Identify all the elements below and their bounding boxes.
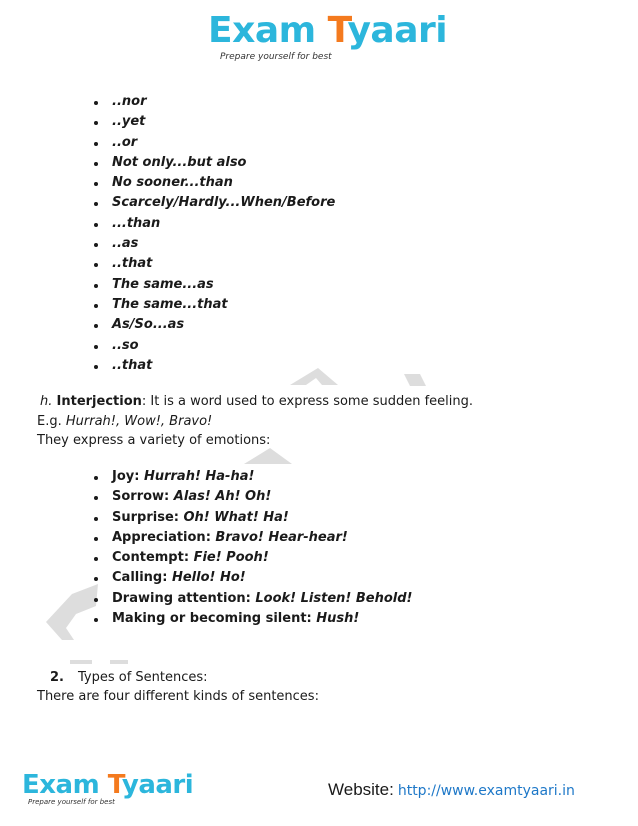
list-item: Scarcely/Hardly...When/Before — [94, 193, 335, 213]
emotion-list — [94, 467, 412, 629]
interjection-definition — [40, 393, 473, 411]
list-item — [94, 589, 412, 609]
emotion-examples: Look! Listen! Behold! — [255, 590, 413, 606]
list-item — [94, 528, 412, 548]
emotion-examples: Hello! Ho! — [171, 570, 246, 586]
conjunction-list — [94, 92, 335, 376]
website-label: Website: — [328, 780, 394, 799]
logo-wordmark: Exam Tyaari — [208, 10, 448, 51]
emotion-label: Drawing attention: — [112, 590, 256, 606]
interjection-term: Interjection — [56, 394, 142, 409]
emotions-intro: They express a variety of emotions: — [37, 433, 271, 448]
emotion-examples: Hush! — [316, 611, 360, 627]
section-title: Types of Sentences: — [78, 670, 208, 685]
eg-examples: Hurrah!, Wow!, Bravo! — [65, 414, 213, 429]
list-item: ..or — [94, 133, 335, 153]
emotion-label: Joy: — [112, 469, 144, 484]
emotion-label: Calling: — [112, 570, 172, 586]
list-item: ..as — [94, 234, 335, 254]
list-item: ..so — [94, 336, 335, 356]
website-link[interactable]: http://www.examtyaari.in — [397, 783, 575, 799]
emotion-examples: Bravo! Hear-hear! — [215, 529, 348, 545]
section-letter: h. — [40, 394, 53, 409]
list-item — [94, 548, 412, 568]
list-item — [94, 609, 412, 629]
emotion-examples: Hurrah! Ha-ha! — [143, 469, 255, 484]
emotion-label: Surprise: — [112, 509, 184, 525]
emotion-examples: Alas! Ah! Oh! — [173, 489, 272, 505]
list-item: ..that — [94, 254, 335, 274]
emotion-label: Contempt: — [112, 550, 194, 566]
list-item: ..yet — [94, 112, 335, 132]
list-item: Not only...but also — [94, 153, 335, 173]
list-item — [94, 467, 412, 487]
list-item: ..that — [94, 356, 335, 376]
list-item: The same...that — [94, 295, 335, 315]
list-item: ...than — [94, 214, 335, 234]
example-line — [37, 413, 212, 431]
emotion-label: Making or becoming silent: — [112, 611, 317, 627]
list-item: ..nor — [94, 92, 335, 112]
logo-wordmark: Exam Tyaari — [22, 770, 194, 800]
website-line — [328, 780, 575, 800]
eg-label: E.g. — [37, 414, 66, 429]
list-item: As/So...as — [94, 315, 335, 335]
emotion-label: Sorrow: — [112, 489, 174, 505]
emotion-examples: Oh! What! Ha! — [183, 509, 289, 525]
emotion-label: Appreciation: — [112, 529, 216, 545]
section-number: 2. — [50, 670, 64, 685]
header-logo — [200, 10, 448, 66]
section-intro: There are four different kinds of sentences: — [37, 689, 319, 704]
logo-tagline: Prepare yourself for best — [220, 52, 332, 62]
list-item: The same...as — [94, 275, 335, 295]
list-item — [94, 568, 412, 588]
list-item — [94, 487, 412, 507]
logo-tagline: Prepare yourself for best — [28, 798, 115, 806]
emotion-examples: Fie! Pooh! — [193, 550, 269, 566]
section-heading — [50, 669, 208, 687]
list-item: No sooner...than — [94, 173, 335, 193]
interjection-text: : It is a word used to express some sudden feeling. — [141, 394, 474, 409]
list-item — [94, 508, 412, 528]
footer-logo — [22, 770, 192, 810]
